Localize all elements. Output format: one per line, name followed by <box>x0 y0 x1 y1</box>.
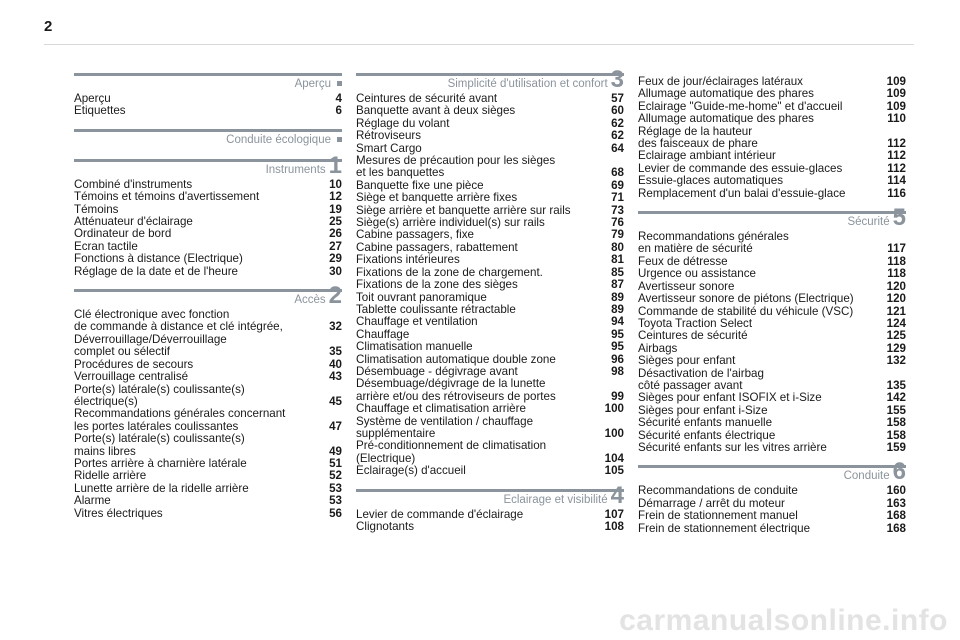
entry-page-number: 51 <box>329 456 342 470</box>
entry-title: Toit ouvrant panoramique <box>356 290 487 304</box>
toc-entry[interactable] <box>74 483 342 495</box>
entry-title: Sécurité enfants manuelle <box>638 416 773 430</box>
toc-entry[interactable] <box>356 440 624 465</box>
entry-page-number: 129 <box>886 341 906 355</box>
entry-title: Eclairage "Guide-me-home" et d'accueil <box>638 99 843 113</box>
entry-page-number: 62 <box>611 129 624 143</box>
entry-title: Verrouillage centralisé <box>74 370 189 384</box>
entry-page-number: 94 <box>611 315 624 329</box>
entry-page-number: 4 <box>335 92 342 105</box>
entry-page-number: 62 <box>611 116 624 130</box>
entry-title: Lunette arrière de la ridelle arrière <box>74 481 249 495</box>
toc-entry[interactable] <box>638 293 906 305</box>
entry-title: Fixations de la zone de chargement. <box>356 265 543 279</box>
entry-page-number: 104 <box>604 451 624 465</box>
entry-page-number: 35 <box>329 345 342 359</box>
entry-page-number: 73 <box>611 203 624 217</box>
toc-entry[interactable] <box>356 254 624 266</box>
entry-page-number: 100 <box>604 426 624 440</box>
entry-title: Cabine passagers, rabattement <box>356 240 518 254</box>
entry-title: Etiquettes <box>74 104 126 118</box>
toc-column-1 <box>74 70 342 528</box>
entry-page-number: 118 <box>887 254 906 268</box>
entry-title: Sièges pour enfant i-Size <box>638 403 768 417</box>
section-header <box>74 70 342 92</box>
entry-page-number: 43 <box>329 370 342 384</box>
entry-page-number: 121 <box>886 304 906 318</box>
entry-title: Alarme <box>74 494 111 508</box>
toc-entry[interactable] <box>356 105 624 117</box>
entry-title: Climatisation automatique double zone <box>356 352 556 366</box>
entry-title: Ceintures de sécurité <box>638 329 748 343</box>
section-number: 5 <box>892 204 906 232</box>
toc-entry[interactable] <box>638 188 906 200</box>
entry-title: Témoins <box>74 202 119 216</box>
entry-page-number: 49 <box>329 444 342 458</box>
toc-entry[interactable] <box>638 355 906 367</box>
toc-column-2 <box>356 66 624 541</box>
section-title-group <box>843 458 906 486</box>
entry-page-number: 30 <box>329 264 342 278</box>
entry-page-number: 81 <box>611 253 624 267</box>
entry-page-number: 98 <box>611 364 624 378</box>
entry-title: Pré-conditionnement de climatisation (Electrique) <box>356 439 547 465</box>
entry-title: Témoins et témoins d'avertissement <box>74 190 260 204</box>
entry-title: Essuie-glaces automatiques <box>638 174 784 188</box>
entry-page-number: 64 <box>611 141 624 155</box>
toc-entry[interactable] <box>638 268 906 280</box>
entry-page-number: 132 <box>886 354 906 368</box>
watermark: carmanualsonline.info <box>619 604 948 637</box>
entry-title: Levier de commande des essuie-glaces <box>638 161 843 175</box>
toc-entry[interactable] <box>638 330 906 342</box>
entry-page-number: 6 <box>335 104 342 118</box>
entry-page-number: 76 <box>611 216 624 230</box>
entry-page-number: 168 <box>886 521 906 535</box>
toc-entry[interactable] <box>74 334 342 359</box>
entry-title: Réglage de la hauteur des faisceaux de phare <box>638 124 758 151</box>
entry-title: Clé électronique avec fonction de commande à distance et clé intégrée, <box>74 308 283 334</box>
section-title: Aperçu <box>294 78 331 90</box>
toc-entry[interactable] <box>638 126 906 151</box>
toc-entry[interactable] <box>638 392 906 404</box>
entry-page-number: 56 <box>329 506 342 520</box>
entry-page-number: 95 <box>611 340 624 354</box>
section-title: Conduite <box>843 470 890 483</box>
entry-title: Clignotants <box>356 520 415 533</box>
entry-page-number: 10 <box>329 177 342 191</box>
toc-entry[interactable] <box>356 130 624 142</box>
entry-title: Airbags <box>638 341 678 355</box>
section-title: Accès <box>294 294 326 307</box>
entry-page-number: 114 <box>887 174 906 188</box>
entry-title: Sécurité enfants électrique <box>638 428 776 442</box>
entry-title: Siège arrière et banquette arrière sur rails <box>356 203 571 217</box>
toc-entry[interactable] <box>638 231 906 256</box>
section-title: Simplicité d'utilisation et confort <box>447 78 608 90</box>
section-title-group <box>295 78 342 90</box>
entry-title: Réglage du volant <box>356 116 450 130</box>
toc-entry[interactable] <box>638 175 906 187</box>
section-title: Eclairage et visibilité <box>503 493 608 506</box>
section-title-group <box>847 204 906 232</box>
entry-page-number: 32 <box>329 320 342 334</box>
entry-page-number: 107 <box>604 507 624 521</box>
entry-page-number: 25 <box>329 215 342 229</box>
section-header <box>638 204 906 232</box>
section-header <box>356 66 624 93</box>
page-number: 2 <box>44 18 53 35</box>
section-header <box>74 282 342 310</box>
toc-entry[interactable] <box>638 485 906 497</box>
toc-section <box>74 151 342 278</box>
entry-title: Avertisseur sonore <box>638 279 735 293</box>
toc-entry[interactable] <box>356 378 624 403</box>
toc-entry[interactable] <box>74 408 342 433</box>
entry-title: Siège(s) arrière individuel(s) sur rails <box>356 216 545 230</box>
entry-page-number: 89 <box>611 290 624 304</box>
section-title: Sécurité <box>847 216 890 229</box>
entry-title: Climatisation manuelle <box>356 340 473 354</box>
section-title-group <box>265 151 342 179</box>
toc-section <box>638 204 906 454</box>
section-header <box>74 151 342 179</box>
entry-page-number: 109 <box>886 75 906 88</box>
toc-entry[interactable] <box>74 253 342 265</box>
toc-entry[interactable] <box>74 433 342 458</box>
entry-page-number: 57 <box>611 92 624 105</box>
entry-page-number: 158 <box>886 416 906 430</box>
entry-title: Feux de jour/éclairages latéraux <box>638 75 803 88</box>
toc-section <box>638 76 906 200</box>
entry-title: Banquette avant à deux sièges <box>356 104 516 118</box>
toc-entry[interactable] <box>74 309 342 334</box>
entry-title: Avertisseur sonore de piétons (Electrique) <box>638 292 854 306</box>
entry-title: Ecran tactile <box>74 239 138 253</box>
top-divider <box>44 44 914 45</box>
toc-entry[interactable] <box>74 228 342 240</box>
entry-title: Commande de stabilité du véhicule (VSC) <box>638 304 854 318</box>
toc-entry[interactable] <box>638 113 906 125</box>
entry-title: Mesures de précaution pour les sièges et les banquettes <box>356 154 556 180</box>
entry-title: Système de ventilation / chauffage supplémentaire <box>356 414 534 440</box>
entry-page-number: 87 <box>611 278 624 292</box>
section-title: Conduite écologique <box>226 133 331 146</box>
entry-page-number: 80 <box>611 240 624 254</box>
toc-entry[interactable] <box>638 523 906 535</box>
entry-title: Aperçu <box>74 92 111 105</box>
entry-title: Eclairage ambiant intérieur <box>638 149 776 163</box>
entry-title: Tablette coulissante rétractable <box>356 302 516 316</box>
toc-entry[interactable] <box>74 508 342 520</box>
toc-entry[interactable] <box>356 192 624 204</box>
entry-page-number: 47 <box>329 419 342 433</box>
toc-entry[interactable] <box>74 384 342 409</box>
entry-title: Chauffage <box>356 327 410 341</box>
entry-title: Désembuage - dégivrage avant <box>356 364 518 378</box>
entry-page-number: 27 <box>329 239 342 253</box>
toc-section <box>638 458 906 535</box>
entry-page-number: 79 <box>611 228 624 242</box>
entry-title: Ridelle arrière <box>74 469 147 483</box>
entry-page-number: 110 <box>887 112 906 126</box>
entry-title: Sièges pour enfant ISOFIX et i-Size <box>638 391 822 405</box>
entry-title: Cabine passagers, fixe <box>356 228 474 242</box>
entry-page-number: 109 <box>886 99 906 113</box>
section-title-group <box>447 66 624 93</box>
entry-page-number: 120 <box>886 279 906 293</box>
entry-page-number: 69 <box>611 178 624 192</box>
entry-page-number: 118 <box>887 267 906 281</box>
entry-title: Réglage de la date et de l'heure <box>74 264 239 278</box>
toc-entry[interactable] <box>638 368 906 393</box>
section-header <box>638 458 906 486</box>
entry-title: Vitres électriques <box>74 506 163 520</box>
toc-entry[interactable] <box>638 442 906 454</box>
entry-title: Recommandations générales en matière de sécurité <box>638 230 789 256</box>
toc-section <box>356 481 624 534</box>
entry-title: Remplacement d'un balai d'essuie-glace <box>638 186 846 200</box>
entry-page-number: 95 <box>611 327 624 341</box>
entry-page-number: 85 <box>611 265 624 279</box>
entry-title: Siège et banquette arrière fixes <box>356 191 518 205</box>
toc-entry[interactable] <box>638 88 906 100</box>
toc-section <box>74 126 342 148</box>
entry-page-number: 100 <box>604 402 624 416</box>
entry-title: Rétroviseurs <box>356 129 422 143</box>
entry-page-number: 160 <box>886 484 906 498</box>
section-title-group <box>503 481 624 509</box>
toc-entry[interactable] <box>356 521 624 533</box>
toc-entry[interactable] <box>356 229 624 241</box>
entry-title: Portes arrière à charnière latérale <box>74 456 247 470</box>
toc-entry[interactable] <box>638 510 906 522</box>
toc-section <box>74 282 342 520</box>
entry-title: Démarrage / arrêt du moteur <box>638 496 785 510</box>
section-square-icon <box>337 137 342 142</box>
toc-entry[interactable] <box>74 495 342 507</box>
section-title-group <box>226 134 342 146</box>
entry-title: Fixations intérieures <box>356 253 460 267</box>
entry-title: Ordinateur de bord <box>74 227 172 241</box>
entry-title: Désactivation de l'airbag côté passager avant <box>638 366 764 392</box>
entry-title: Allumage automatique des phares <box>638 112 814 126</box>
entry-title: Frein de stationnement manuel <box>638 509 798 523</box>
entry-title: Chauffage et ventilation <box>356 315 478 329</box>
section-title-group <box>294 282 342 310</box>
entry-page-number: 40 <box>329 357 342 371</box>
toc-entry[interactable] <box>74 371 342 383</box>
entry-page-number: 53 <box>329 481 342 495</box>
entry-page-number: 125 <box>886 329 906 343</box>
toc-entry[interactable] <box>356 316 624 328</box>
entry-title: Sécurité enfants sur les vitres arrière <box>638 440 827 454</box>
toc-entry[interactable] <box>74 105 342 117</box>
entry-title: Atténuateur d'éclairage <box>74 215 193 229</box>
entry-page-number: 71 <box>611 191 624 205</box>
toc-entry[interactable] <box>74 266 342 278</box>
entry-title: Procédures de secours <box>74 357 194 371</box>
entry-page-number: 108 <box>604 520 624 533</box>
section-header <box>356 481 624 509</box>
entry-page-number: 12 <box>329 190 342 204</box>
toc-entry[interactable] <box>356 279 624 291</box>
entry-page-number: 99 <box>611 389 624 403</box>
entry-title: Désembuage/dégivrage de la lunette arrière et/ou des rétroviseurs de portes <box>356 377 556 403</box>
entry-title: Fonctions à distance (Electrique) <box>74 252 243 266</box>
section-rule <box>74 129 342 132</box>
toc-entry[interactable] <box>638 417 906 429</box>
entry-title: Combiné d'instruments <box>74 177 193 191</box>
entry-title: Ceintures de sécurité avant <box>356 92 498 105</box>
entry-page-number: 124 <box>886 316 906 330</box>
entry-title: Porte(s) latérale(s) coulissante(s) mains libres <box>74 432 245 458</box>
section-rule <box>74 73 342 76</box>
entry-title: Banquette fixe une pièce <box>356 178 484 192</box>
entry-page-number: 89 <box>611 302 624 316</box>
entry-page-number: 163 <box>886 496 906 510</box>
entry-title: Fixations de la zone des sièges <box>356 278 518 292</box>
entry-title: Recommandations de conduite <box>638 484 798 498</box>
entry-page-number: 109 <box>886 87 906 101</box>
toc-entry[interactable] <box>356 416 624 441</box>
toc-section <box>356 66 624 478</box>
toc-entry[interactable] <box>74 470 342 482</box>
entry-page-number: 120 <box>886 292 906 306</box>
entry-title: Smart Cargo <box>356 141 422 155</box>
toc-entry[interactable] <box>638 150 906 162</box>
section-square-icon <box>337 81 342 86</box>
entry-page-number: 142 <box>886 391 906 405</box>
entry-page-number: 45 <box>329 394 342 408</box>
entry-page-number: 158 <box>886 428 906 442</box>
entry-page-number: 112 <box>887 137 906 151</box>
section-number: 4 <box>610 481 624 509</box>
section-number: 1 <box>328 151 342 179</box>
entry-title: Déverrouillage/Déverrouillage complet ou sélectif <box>74 332 227 359</box>
entry-page-number: 168 <box>886 509 906 523</box>
entry-page-number: 60 <box>611 104 624 118</box>
entry-title: Feux de détresse <box>638 254 728 268</box>
entry-page-number: 159 <box>886 440 906 454</box>
toc-entry[interactable] <box>356 465 624 477</box>
entry-page-number: 19 <box>329 202 342 216</box>
entry-page-number: 26 <box>329 227 342 241</box>
section-number: 2 <box>328 282 342 310</box>
entry-page-number: 135 <box>886 378 906 392</box>
entry-title: Toyota Traction Select <box>638 316 753 330</box>
entry-page-number: 68 <box>611 166 624 180</box>
entry-title: Frein de stationnement électrique <box>638 521 811 535</box>
entry-page-number: 29 <box>329 252 342 266</box>
entry-title: Recommandations générales concernant les portes latérales coulissantes <box>74 407 286 433</box>
entry-page-number: 53 <box>329 494 342 508</box>
toc-section <box>74 70 342 118</box>
entry-page-number: 52 <box>329 469 342 483</box>
entry-page-number: 96 <box>611 352 624 366</box>
entry-page-number: 155 <box>886 403 906 417</box>
section-header <box>74 126 342 148</box>
section-number: 6 <box>892 458 906 486</box>
entry-title: Allumage automatique des phares <box>638 87 814 101</box>
entry-title: Sièges pour enfant <box>638 354 736 368</box>
entry-page-number: 112 <box>887 149 906 163</box>
toc-column-3 <box>638 70 906 543</box>
entry-title: Porte(s) latérale(s) coulissante(s) électrique(s) <box>74 382 245 408</box>
entry-title: Levier de commande d'éclairage <box>356 507 524 521</box>
entry-page-number: 112 <box>887 161 906 175</box>
entry-title: Eclairage(s) d'accueil <box>356 464 466 478</box>
entry-page-number: 105 <box>604 464 624 478</box>
section-title: Instruments <box>265 163 326 176</box>
entry-title: Urgence ou assistance <box>638 267 756 281</box>
section-number: 3 <box>610 66 624 93</box>
toc-entry[interactable] <box>356 341 624 353</box>
toc-entry[interactable] <box>74 191 342 203</box>
toc-entry[interactable] <box>356 155 624 180</box>
entry-page-number: 117 <box>887 242 906 256</box>
entry-page-number: 116 <box>887 186 906 200</box>
toc-entry[interactable] <box>356 403 624 415</box>
entry-title: Chauffage et climatisation arrière <box>356 402 526 416</box>
